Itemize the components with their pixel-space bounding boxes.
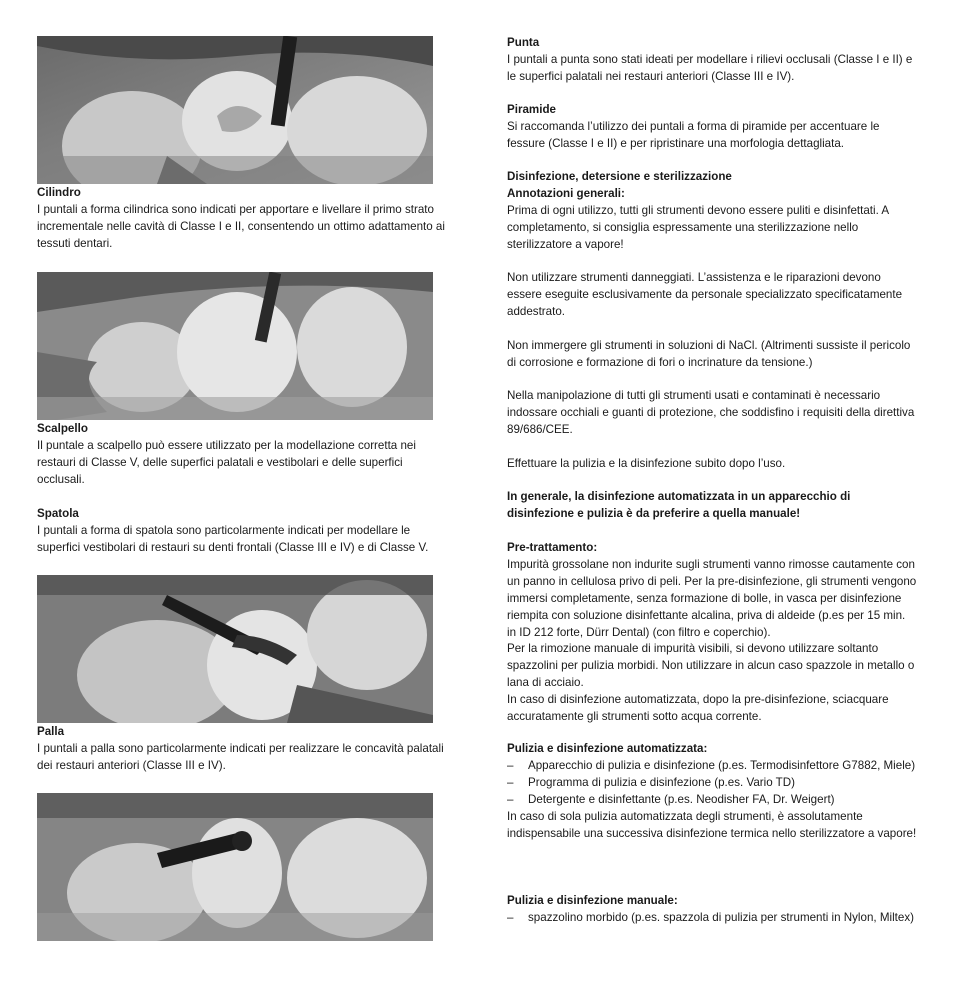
section-spatola (37, 506, 449, 557)
section-title: Palla (37, 725, 65, 738)
section-title: Piramide (507, 103, 556, 116)
section-title: Spatola (37, 507, 79, 520)
section-scalpello (37, 421, 447, 489)
list-item: – Apparecchio di pulizia e disinfezione (p.es. Termodisinfettore G7882, Miele) (507, 758, 917, 775)
section-text: I puntali a punta sono stati ideati per modellare i rilievi occlusali (Classe I e II) e le superfici palatali nei restauri anteriori (Classe III e IV). (507, 52, 913, 83)
section-title: Pulizia e disinfezione automatizzata: (507, 742, 708, 755)
section-title: Pulizia e disinfezione manuale: (507, 894, 678, 907)
paragraph-block (507, 456, 917, 473)
photo-palla (37, 793, 433, 941)
section-title: Pre-trattamento: (507, 541, 598, 554)
section-text: Il puntale a scalpello può essere utilizzato per la modellazione corretta nei restauri di Classe V, delle superfici palatali e vestibolari e delle superfici occlusali. (37, 438, 416, 486)
photo-cilindro (37, 36, 433, 184)
paragraph: In caso di sola pulizia automatizzata degli strumenti, è assolutamente indispensabile una successiva disinfezione termica nello sterilizzatore a vapore! (507, 809, 917, 840)
dash-list (507, 758, 917, 809)
section-title: Punta (507, 36, 540, 49)
paragraph: Non utilizzare strumenti danneggiati. L’assistenza e le riparazioni devono essere eseguite esclusivamente da personale specializzato specificatamente addestrato. (507, 271, 903, 318)
photo-scalpello (37, 272, 433, 420)
paragraph: Non immergere gli strumenti in soluzioni di NaCl. (Altrimenti sussiste il pericolo di corrosione e formazione di fori o incrinature da tensione.) (507, 339, 911, 369)
section-text: I puntali a forma di spatola sono particolarmente indicati per modellare le superfici vestibolari di restauri su denti frontali (Classe III e IV) e di Classe V. (37, 523, 429, 554)
list-item: – Programma di pulizia e disinfezione (p.es. Vario TD) (507, 775, 917, 792)
section-manuale (507, 893, 917, 927)
section-text: Si raccomanda l’utilizzo dei puntali a forma di piramide per accentuare le fessure (Classe I e II) e per ripristinare una morfologia dettagliata. (507, 119, 880, 150)
section-title: Scalpello (37, 422, 88, 435)
section-pretrattamento (507, 540, 917, 726)
section-title: Disinfezione, detersione e sterilizzazione (507, 170, 732, 183)
section-text: I puntali a palla sono particolarmente indicati per realizzare le concavità palatali dei restauri anteriori (Classe III e IV). (37, 741, 444, 772)
section-title: Cilindro (37, 186, 81, 199)
paragraph: In caso di disinfezione automatizzata, dopo la pre-disinfezione, sciacquare accuratamente gli strumenti sotto acqua corrente. (507, 693, 889, 724)
paragraph: Impurità grossolane non indurite sugli strumenti vanno rimosse cautamente con un panno in cellulosa privo di peli. Per la pre-disinfezione, gli strumenti vengono immersi completamente, senza formazione di bolle, in vasca per disinfezione riempita con soluzione disinfettante alcalina, priva di aldeide (p.es per 15 min. in ID 212 forte, Dürr Dental) (con filtro e coperchio). (507, 557, 917, 639)
paragraph-block (507, 338, 917, 372)
dash-list (507, 910, 917, 927)
paragraph: Effettuare la pulizia e la disinfezione subito dopo l’uso. (507, 457, 786, 470)
paragraph-block (507, 270, 917, 321)
photo-spatola (37, 575, 433, 723)
section-piramide (507, 102, 917, 153)
section-automatizzata (507, 741, 917, 842)
paragraph-block (507, 388, 917, 439)
section-cilindro (37, 185, 447, 253)
paragraph: Prima di ogni utilizzo, tutti gli strumenti devono essere puliti e disinfettati. A completamento, si consiglia espressamente una sterilizzazione nello sterilizzatore a vapore! (507, 203, 889, 251)
section-punta (507, 35, 917, 86)
section-text: I puntali a forma cilindrica sono indicati per apportare e livellare il primo strato incrementale nelle cavità di Classe I e II, consentendo un ottimo adattamento ai tessuti dentari. (37, 202, 445, 250)
bold-note (507, 489, 917, 523)
section-palla (37, 724, 447, 775)
list-item: – spazzolino morbido (p.es. spazzola di pulizia per strumenti in Nylon, Miltex) (507, 910, 917, 927)
bold-paragraph: In generale, la disinfezione automatizzata in un apparecchio di disinfezione e pulizia è da preferire a quella manuale! (507, 490, 851, 520)
paragraph: Per la rimozione manuale di impurità visibili, si devono utilizzare soltanto spazzolini per pulizia morbidi. Non utilizzare in alcun caso spazzole in metallo o lana di acciaio. (507, 642, 915, 690)
section-subtitle: Annotazioni generali: (507, 186, 625, 200)
section-disinfezione (507, 169, 917, 254)
paragraph: Nella manipolazione di tutti gli strumenti usati e contaminati è necessario indossare occhiali e guanti di protezione, che soddisfino i requisiti della direttiva 89/686/CEE. (507, 389, 915, 436)
list-item: – Detergente e disinfettante (p.es. Neodisher FA, Dr. Weigert) (507, 792, 917, 809)
